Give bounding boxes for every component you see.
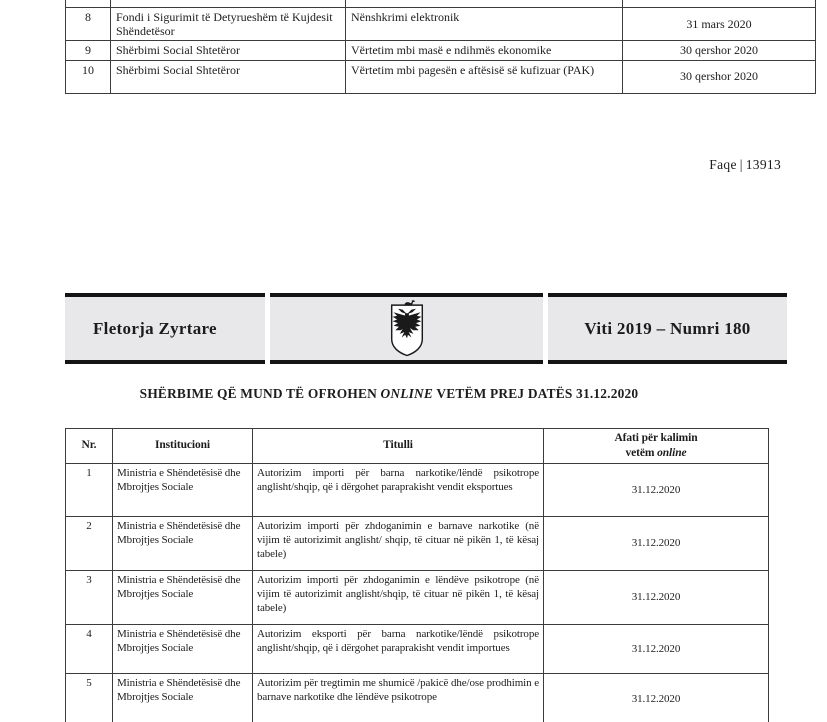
table-row-cutoff <box>66 0 816 7</box>
cell-title: Autorizim për tregtimin me shumicë /pakicë dhe/ose prodhimin e barnave narkotike dhe lëndëve psikotrope <box>253 673 544 722</box>
cell-institution: Fondi i Sigurimit të Detyrueshëm të Kujdesit Shëndetësor <box>111 7 346 41</box>
banner-right-section <box>548 293 787 364</box>
cell-institution: Ministria e Shëndetësisë dhe Mbrojtjes Sociale <box>113 570 253 624</box>
cell-title: Vërtetim mbi pagesën e aftësisë së kufizuar (PAK) <box>346 60 623 93</box>
table-row <box>66 41 816 60</box>
table-row <box>66 7 816 41</box>
header-deadline: Afati për kalimin vetëm online <box>544 429 769 464</box>
header-institution: Institucioni <box>113 429 253 464</box>
cell-institution: Ministria e Shëndetësisë dhe Mbrojtjes Sociale <box>113 673 253 722</box>
online-services-table <box>65 428 768 722</box>
table-row <box>66 673 769 722</box>
cell-deadline: 31.12.2020 <box>544 570 769 624</box>
cell-title: Autorizim importi për zhdoganimin e barnave narkotike (në vijim të autorizimit anglisht/ shqip, të cituar në pikën 1, të kësaj tabele) <box>253 516 544 570</box>
cell-nr: 4 <box>66 624 113 673</box>
cell-nr: 2 <box>66 516 113 570</box>
cell-deadline: 31.12.2020 <box>544 673 769 722</box>
table-header-row <box>66 429 769 464</box>
table-row <box>66 570 769 624</box>
cell-deadline: 31.12.2020 <box>544 463 769 516</box>
cell-deadline: 31 mars 2020 <box>623 7 816 41</box>
cell-nr: 9 <box>66 41 111 60</box>
banner-emblem-section <box>270 293 543 364</box>
previous-page-table <box>65 0 815 94</box>
issue-number: Viti 2019 – Numri 180 <box>584 318 751 338</box>
gazette-title: Fletorja Zyrtare <box>93 318 217 338</box>
cell-deadline: 31.12.2020 <box>544 624 769 673</box>
table-row <box>66 60 816 93</box>
table-row <box>66 463 769 516</box>
cell-title: Vërtetim mbi masë e ndihmës ekonomike <box>346 41 623 60</box>
cell-title: Autorizim eksporti për barna narkotike/lëndë psikotrope anglisht/shqip, që i dërgohet paraprakisht vendit importues <box>253 624 544 673</box>
cell-nr: 10 <box>66 60 111 93</box>
cell-deadline: 30 qershor 2020 <box>623 41 816 60</box>
cell-title: Autorizim importi për barna narkotike/lëndë psikotrope anglisht/shqip, që i dërgohet paraprakisht vendit eksportues <box>253 463 544 516</box>
albanian-eagle-emblem-icon <box>389 299 425 358</box>
cell-deadline: 31.12.2020 <box>544 516 769 570</box>
header-title: Titulli <box>253 429 544 464</box>
cell-institution: Ministria e Shëndetësisë dhe Mbrojtjes Sociale <box>113 463 253 516</box>
cell-nr: 1 <box>66 463 113 516</box>
cell-nr: 8 <box>66 7 111 41</box>
page-number: Faqe | 13913 <box>709 157 781 172</box>
cell-institution: Ministria e Shëndetësisë dhe Mbrojtjes Sociale <box>113 516 253 570</box>
cell-title: Autorizim importi për zhdoganimin e lëndëve psikotrope (në vijim të autorizimit anglisht/shqip, të cituar në pikën 1, të kësaj tabele) <box>253 570 544 624</box>
table-row <box>66 624 769 673</box>
banner-left-section <box>65 293 265 364</box>
services-deadline-table-top <box>65 0 816 94</box>
cell-institution: Shërbimi Social Shtetëror <box>111 60 346 93</box>
table-row <box>66 516 769 570</box>
cell-institution: Ministria e Shëndetësisë dhe Mbrojtjes Sociale <box>113 624 253 673</box>
section-title: SHËRBIME QË MUND TË OFROHEN ONLINE VETËM PREJ DATËS 31.12.2020 <box>139 386 639 401</box>
header-nr: Nr. <box>66 429 113 464</box>
services-deadline-table-main <box>65 428 769 722</box>
cell-title: Nënshkrimi elektronik <box>346 7 623 41</box>
gazette-header-banner <box>65 293 787 364</box>
cell-nr: 3 <box>66 570 113 624</box>
section-title-italic: ONLINE <box>380 386 434 401</box>
cell-institution: Shërbimi Social Shtetëror <box>111 41 346 60</box>
cell-deadline: 30 qershor 2020 <box>623 60 816 93</box>
cell-nr: 5 <box>66 673 113 722</box>
